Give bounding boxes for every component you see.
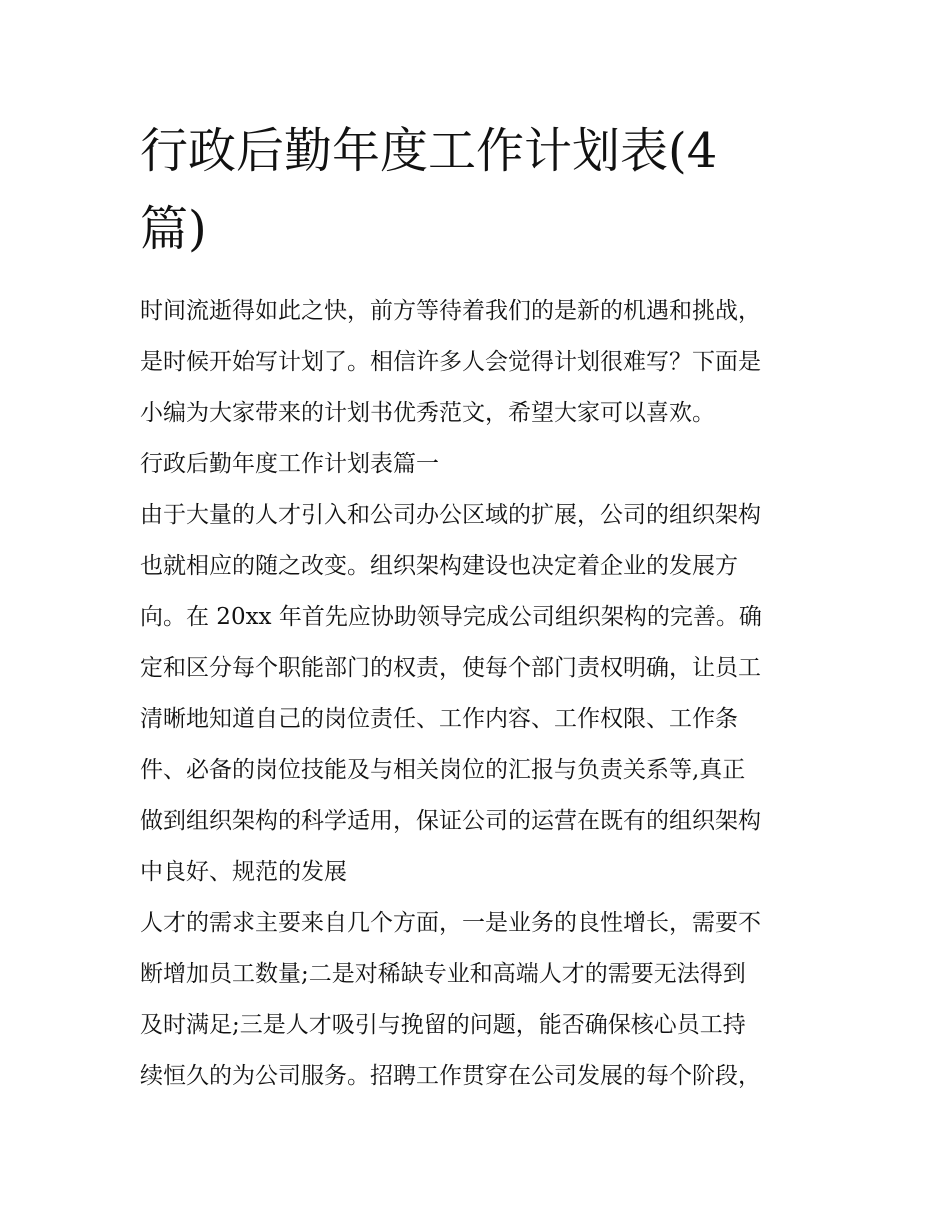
text-line: 断增加员工数量;二是对稀缺专业和高端人才的需要无法得到 xyxy=(140,961,746,987)
text-line: 中良好、规范的发展 xyxy=(140,859,347,885)
text-line: 由于大量的人才引入和公司办公区域的扩展，公司的组织架构 xyxy=(140,502,761,528)
organization-paragraph xyxy=(140,490,812,898)
text-line: 小编为大家带来的计划书优秀范文，希望大家可以喜欢。 xyxy=(140,400,715,426)
text-line: 也就相应的随之改变。组织架构建设也决定着企业的发展方 xyxy=(140,553,738,579)
title-line: 篇) xyxy=(140,201,207,257)
text-line: 做到组织架构的科学适用，保证公司的运营在既有的组织架构 xyxy=(140,808,761,834)
text-line: 时间流逝得如此之快，前方等待着我们的是新的机遇和挑战， xyxy=(140,298,761,324)
text-line: 件、必备的岗位技能及与相关岗位的汇报与负责关系等,真正 xyxy=(140,757,746,783)
title-line: 行政后勤年度工作计划表(4 xyxy=(140,123,718,179)
text-line: 是时候开始写计划了。相信许多人会觉得计划很难写？下面是 xyxy=(140,349,761,375)
text-line: 向。在 20xx 年首先应协助领导完成公司组织架构的完善。确 xyxy=(140,604,762,630)
document-page xyxy=(140,112,812,1102)
document-title xyxy=(140,112,812,268)
text-line: 行政后勤年度工作计划表篇一 xyxy=(140,451,439,477)
intro-paragraph xyxy=(140,286,812,439)
text-line: 定和区分每个职能部门的权责，使每个部门责权明确，让员工 xyxy=(140,655,761,681)
section-heading xyxy=(140,439,812,490)
text-line: 人才的需求主要来自几个方面，一是业务的良性增长，需要不 xyxy=(140,910,761,936)
text-line: 清晰地知道自己的岗位责任、工作内容、工作权限、工作条 xyxy=(140,706,738,732)
talent-paragraph xyxy=(140,898,812,1102)
text-line: 及时满足;三是人才吸引与挽留的问题，能否确保核心员工持 xyxy=(140,1012,746,1038)
text-line: 续恒久的为公司服务。招聘工作贯穿在公司发展的每个阶段， xyxy=(140,1063,761,1089)
